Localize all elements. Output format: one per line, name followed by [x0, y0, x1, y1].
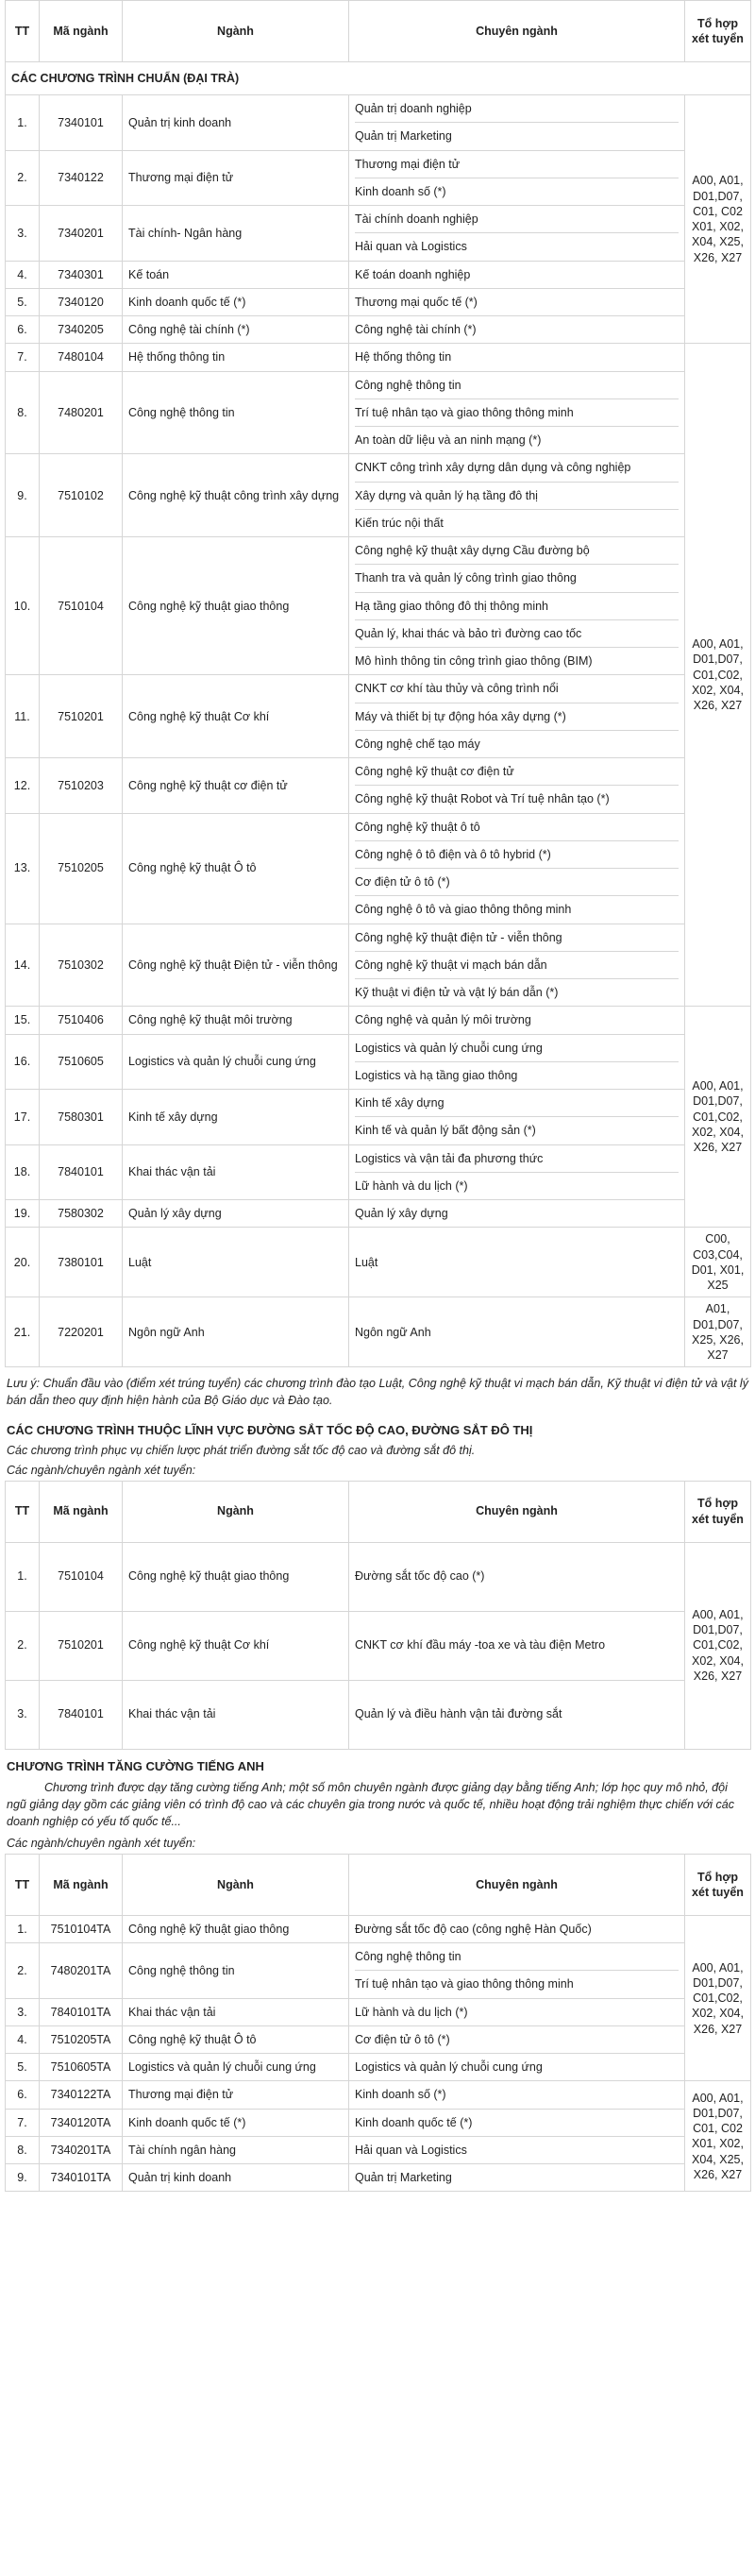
row-specializations: [349, 1998, 685, 2025]
specialization: Luật: [355, 1255, 378, 1269]
header-ma-nganh: Mã ngành: [40, 1, 123, 62]
row-code: 7510104: [40, 1542, 123, 1611]
specialization: Kiến trúc nội thất: [355, 516, 444, 530]
specialization: Công nghệ thông tin: [355, 372, 679, 399]
row-tt: 3.: [6, 1680, 40, 1749]
table-row: [6, 1228, 751, 1297]
table-row: [6, 316, 751, 344]
combo-cell: A00, A01, D01,D07, C01,C02, X02, X04, X26, X27: [685, 1915, 751, 2081]
row-major: Quản lý xây dựng: [123, 1200, 349, 1228]
specialization: Thương mại điện tử: [355, 151, 679, 178]
specialization: Ngôn ngữ Anh: [355, 1325, 431, 1339]
specialization: CNKT cơ khí tàu thủy và công trình nổi: [355, 675, 679, 703]
specialization: Mô hình thông tin công trình giao thông (BIM): [355, 654, 593, 668]
row-tt: 18.: [6, 1144, 40, 1200]
row-code: 7840101: [40, 1680, 123, 1749]
combo-cell: A00, A01, D01,D07, C01,C02, X02, X04, X26, X27: [685, 344, 751, 1007]
table-header-row: [6, 1481, 751, 1542]
row-sub: CNKT cơ khí đầu máy -toa xe và tàu điện Metro: [349, 1611, 685, 1680]
table-row: [6, 344, 751, 371]
specialization: Tài chính doanh nghiệp: [355, 206, 679, 233]
english-programs-table: [5, 1854, 751, 2193]
row-specializations: [349, 1090, 685, 1145]
specialization: Kỹ thuật vi điện tử và vật lý bán dẫn (*): [355, 986, 559, 999]
specialization: Xây dựng và quản lý hạ tầng đô thị: [355, 483, 679, 510]
header-to-hop: Tổ hợp xét tuyển: [685, 1, 751, 62]
note-text: Lưu ý: Chuẩn đầu vào (điểm xét trúng tuyển) các chương trình đào tạo Luật, Công nghệ kỹ thuật vi mạch bán dẫn, Kỹ thuật vi điện tử và vật lý bán dẫn theo quy định hiện hành của Bộ Giáo dục và Đào tạo.: [7, 1377, 748, 1408]
section-title: CÁC CHƯƠNG TRÌNH CHUẨN (ĐẠI TRÀ): [6, 62, 751, 95]
specialization: Kinh doanh số (*): [355, 2088, 446, 2102]
header-chuyen-nganh: Chuyên ngành: [349, 1481, 685, 1542]
specialization: Công nghệ chế tạo máy: [355, 737, 480, 751]
specialization: Công nghệ kỹ thuật cơ điện tử: [355, 758, 679, 786]
row-specializations: [349, 2054, 685, 2081]
row-specializations: [349, 150, 685, 206]
table-row: [6, 2025, 751, 2053]
table-row: [6, 2081, 751, 2109]
row-specializations: [349, 2109, 685, 2136]
row-specializations: [349, 316, 685, 344]
table-row: [6, 1144, 751, 1200]
specialization: Hải quan và Logistics: [355, 2143, 467, 2157]
header-chuyen-nganh: Chuyên ngành: [349, 1854, 685, 1915]
row-tt: 11.: [6, 675, 40, 758]
row-specializations: [349, 344, 685, 371]
row-code: 7510104TA: [40, 1915, 123, 1942]
row-specializations: [349, 1228, 685, 1297]
row-code: 7840101TA: [40, 1998, 123, 2025]
row-major: Kinh doanh quốc tế (*): [123, 288, 349, 315]
specialization: Logistics và hạ tầng giao thông: [355, 1068, 518, 1082]
section3-paragraph: Chương trình được dạy tăng cường tiếng Anh; một số môn chuyên ngành được giảng dạy bằng tiếng Anh; lớp học quy mô nhỏ, đội ngũ giảng dạy gồm các giảng viên có trình độ cao và các chuyên gia trong nước và quốc tế, nhiều hoạt động trải nghiệm thực chiến với các doanh nghiệp có yếu tố quốc tế...: [7, 1780, 735, 1828]
table-row: [6, 2054, 751, 2081]
header-to-hop: Tổ hợp xét tuyển: [685, 1481, 751, 1542]
table-row: [6, 1297, 751, 1367]
row-code: 7480104: [40, 344, 123, 371]
row-code: 7340201: [40, 206, 123, 262]
row-code: 7510104: [40, 537, 123, 675]
specialization: Thanh tra và quản lý công trình giao thông: [355, 565, 679, 592]
row-major: Thương mại điện tử: [123, 150, 349, 206]
row-code: 7480201TA: [40, 1943, 123, 1999]
row-major: Công nghệ thông tin: [123, 371, 349, 454]
table-row: [6, 813, 751, 924]
row-tt: 4.: [6, 261, 40, 288]
specialization: Kinh doanh số (*): [355, 184, 446, 198]
row-major: Công nghệ kỹ thuật Cơ khí: [123, 675, 349, 758]
specialization: Cơ điện tử ô tô (*): [355, 2032, 450, 2046]
combo-cell: A00, A01, D01,D07, C01, C02 X01, X02, X04, X25, X26, X27: [685, 95, 751, 344]
table-row: [6, 150, 751, 206]
table-row: [6, 206, 751, 262]
row-tt: 3.: [6, 206, 40, 262]
row-specializations: [349, 2081, 685, 2109]
row-major: Khai thác vận tải: [123, 1144, 349, 1200]
header-ma-nganh: Mã ngành: [40, 1854, 123, 1915]
row-tt: 5.: [6, 288, 40, 315]
specialization: Thương mại quốc tế (*): [355, 295, 478, 309]
specialization: Cơ điện tử ô tô (*): [355, 869, 679, 896]
row-code: 7340101: [40, 95, 123, 151]
combo-cell: A00, A01, D01,D07, C01, C02 X01, X02, X04, X25, X26, X27: [685, 2081, 751, 2192]
row-name: Khai thác vận tải: [123, 1680, 349, 1749]
row-code: 7340122: [40, 150, 123, 206]
row-major: Công nghệ kỹ thuật môi trường: [123, 1007, 349, 1034]
row-code: 7380101: [40, 1228, 123, 1297]
row-specializations: [349, 2136, 685, 2163]
specialization: Máy và thiết bị tự động hóa xây dựng (*): [355, 703, 679, 731]
row-code: 7340120: [40, 288, 123, 315]
specialization: Quản trị Marketing: [355, 129, 452, 144]
specialization: An toàn dữ liệu và an ninh mạng (*): [355, 433, 542, 447]
row-tt: 2.: [6, 150, 40, 206]
table-row: [6, 2164, 751, 2192]
row-name: Công nghệ kỹ thuật Cơ khí: [123, 1611, 349, 1680]
specialization: Logistics và quản lý chuỗi cung ứng: [355, 2060, 543, 2075]
row-major: Công nghệ tài chính (*): [123, 316, 349, 344]
row-specializations: [349, 288, 685, 315]
row-major: Ngôn ngữ Anh: [123, 1297, 349, 1367]
row-specializations: [349, 813, 685, 924]
specialization: Trí tuệ nhân tạo và giao thông thông minh: [355, 1977, 574, 1991]
row-major: Công nghệ kỹ thuật công trình xây dựng: [123, 454, 349, 537]
row-major: Luật: [123, 1228, 349, 1297]
section2-line1: Các chương trình phục vụ chiến lược phát triển đường sắt tốc độ cao và đường sắt đô thị.: [7, 1443, 476, 1457]
header-tt: TT: [6, 1, 40, 62]
row-tt: 16.: [6, 1034, 40, 1090]
specialization: Công nghệ kỹ thuật điện tử - viễn thông: [355, 924, 679, 952]
row-tt: 14.: [6, 924, 40, 1007]
row-tt: 1.: [6, 1542, 40, 1611]
table-row: [6, 1680, 751, 1749]
specialization: Công nghệ kỹ thuật Robot và Trí tuệ nhân tạo (*): [355, 792, 610, 806]
specialization: Lữ hành và du lịch (*): [355, 1178, 468, 1193]
row-specializations: [349, 371, 685, 454]
row-major: Kế toán: [123, 261, 349, 288]
table-row: [6, 454, 751, 537]
row-code: 7340122TA: [40, 2081, 123, 2109]
specialization: Đường sắt tốc độ cao (công nghệ Hàn Quốc): [355, 1922, 592, 1936]
table-row: [6, 1007, 751, 1034]
specialization: Công nghệ kỹ thuật vi mạch bán dẫn: [355, 952, 679, 979]
section2-line2: Các ngành/chuyên ngành xét tuyển:: [7, 1463, 196, 1477]
row-tt: 3.: [6, 1998, 40, 2025]
row-specializations: [349, 1297, 685, 1367]
table-row: [6, 675, 751, 758]
row-code: 7480201: [40, 371, 123, 454]
row-code: 7340301: [40, 261, 123, 288]
row-tt: 2.: [6, 1611, 40, 1680]
row-tt: 9.: [6, 454, 40, 537]
specialization: Quản trị doanh nghiệp: [355, 95, 679, 123]
section3-title: CHƯƠNG TRÌNH TĂNG CƯỜNG TIẾNG ANH: [7, 1758, 264, 1773]
section-title-row: [6, 62, 751, 95]
row-code: 7580302: [40, 1200, 123, 1228]
table-row: [6, 288, 751, 315]
row-sub: Đường sắt tốc độ cao (*): [349, 1542, 685, 1611]
row-major: Công nghệ kỹ thuật giao thông: [123, 537, 349, 675]
table-row: [6, 95, 751, 151]
row-code: 7510102: [40, 454, 123, 537]
row-specializations: [349, 95, 685, 151]
row-tt: 20.: [6, 1228, 40, 1297]
row-sub: Quản lý và điều hành vận tải đường sắt: [349, 1680, 685, 1749]
row-tt: 12.: [6, 758, 40, 814]
table-row: [6, 1915, 751, 1942]
row-code: 7340120TA: [40, 2109, 123, 2136]
row-specializations: [349, 1915, 685, 1942]
row-major: Quản trị kinh doanh: [123, 95, 349, 151]
specialization: Hải quan và Logistics: [355, 240, 467, 254]
row-tt: 21.: [6, 1297, 40, 1367]
row-code: 7340205: [40, 316, 123, 344]
row-major: Hệ thống thông tin: [123, 344, 349, 371]
row-code: 7340101TA: [40, 2164, 123, 2192]
row-tt: 6.: [6, 316, 40, 344]
row-code: 7510406: [40, 1007, 123, 1034]
specialization: Trí tuệ nhân tạo và giao thông thông minh: [355, 399, 679, 427]
row-major: Logistics và quản lý chuỗi cung ứng: [123, 1034, 349, 1090]
specialization: Hạ tầng giao thông đô thị thông minh: [355, 593, 679, 620]
header-nganh: Ngành: [123, 1, 349, 62]
row-specializations: [349, 206, 685, 262]
specialization: Hệ thống thông tin: [355, 350, 452, 364]
specialization: Logistics và quản lý chuỗi cung ứng: [355, 1035, 679, 1062]
table-row: [6, 261, 751, 288]
row-major: Kinh doanh quốc tế (*): [123, 2109, 349, 2136]
header-nganh: Ngành: [123, 1854, 349, 1915]
row-tt: 7.: [6, 344, 40, 371]
specialization: Kế toán doanh nghiệp: [355, 267, 471, 281]
row-tt: 1.: [6, 95, 40, 151]
specialization: Lữ hành và du lịch (*): [355, 2005, 468, 2019]
header-nganh: Ngành: [123, 1481, 349, 1542]
header-tt: TT: [6, 1481, 40, 1542]
row-code: 7510203: [40, 758, 123, 814]
row-specializations: [349, 1144, 685, 1200]
row-tt: 8.: [6, 371, 40, 454]
row-major: Công nghệ kỹ thuật Điện tử - viễn thông: [123, 924, 349, 1007]
row-major: Công nghệ kỹ thuật Ô tô: [123, 813, 349, 924]
row-code: 7510201: [40, 675, 123, 758]
specialization: CNKT công trình xây dựng dân dụng và công nghiệp: [355, 454, 679, 482]
specialization: Kinh tế và quản lý bất động sản (*): [355, 1124, 536, 1138]
specialization: Công nghệ kỹ thuật ô tô: [355, 814, 679, 841]
combo-cell: C00, C03,C04, D01, X01, X25: [685, 1228, 751, 1297]
row-tt: 9.: [6, 2164, 40, 2192]
header-ma-nganh: Mã ngành: [40, 1481, 123, 1542]
specialization: Công nghệ tài chính (*): [355, 323, 477, 336]
row-code: 7510201: [40, 1611, 123, 1680]
table-row: [6, 1943, 751, 1999]
row-tt: 7.: [6, 2109, 40, 2136]
specialization: Quản lý, khai thác và bảo trì đường cao tốc: [355, 620, 679, 648]
combo-cell: A01, D01,D07, X25, X26, X27: [685, 1297, 751, 1367]
row-major: Thương mại điện tử: [123, 2081, 349, 2109]
specialization: Công nghệ ô tô và giao thông thông minh: [355, 903, 572, 917]
specialization: Quản lý xây dựng: [355, 1207, 448, 1220]
row-code: 7510205TA: [40, 2025, 123, 2053]
specialization: Công nghệ kỹ thuật xây dựng Cầu đường bộ: [355, 537, 679, 565]
table-row: [6, 1998, 751, 2025]
specialization: Công nghệ ô tô điện và ô tô hybrid (*): [355, 841, 679, 869]
table-row: [6, 1034, 751, 1090]
combo-cell: A00, A01, D01,D07, C01,C02, X02, X04, X26, X27: [685, 1542, 751, 1749]
table-row: [6, 537, 751, 675]
row-tt: 13.: [6, 813, 40, 924]
table-row: [6, 1090, 751, 1145]
row-tt: 1.: [6, 1915, 40, 1942]
table-row: [6, 2136, 751, 2163]
standard-programs-table: [5, 0, 751, 1367]
row-specializations: [349, 1034, 685, 1090]
row-code: 7840101: [40, 1144, 123, 1200]
row-major: Công nghệ kỹ thuật cơ điện tử: [123, 758, 349, 814]
row-code: 7340201TA: [40, 2136, 123, 2163]
row-tt: 8.: [6, 2136, 40, 2163]
row-specializations: [349, 675, 685, 758]
table-row: [6, 371, 751, 454]
row-tt: 5.: [6, 2054, 40, 2081]
row-major: Khai thác vận tải: [123, 1998, 349, 2025]
row-tt: 6.: [6, 2081, 40, 2109]
header-tt: TT: [6, 1854, 40, 1915]
table-row: [6, 758, 751, 814]
row-major: Công nghệ thông tin: [123, 1943, 349, 1999]
row-tt: 19.: [6, 1200, 40, 1228]
row-major: Tài chính ngân hàng: [123, 2136, 349, 2163]
row-code: 7220201: [40, 1297, 123, 1367]
row-major: Công nghệ kỹ thuật giao thông: [123, 1915, 349, 1942]
row-tt: 2.: [6, 1943, 40, 1999]
row-specializations: [349, 1007, 685, 1034]
row-specializations: [349, 454, 685, 537]
row-major: Logistics và quản lý chuỗi cung ứng: [123, 2054, 349, 2081]
row-code: 7510605TA: [40, 2054, 123, 2081]
row-specializations: [349, 261, 685, 288]
row-name: Công nghệ kỹ thuật giao thông: [123, 1542, 349, 1611]
row-major: Quản trị kinh doanh: [123, 2164, 349, 2192]
specialization: Công nghệ thông tin: [355, 1943, 679, 1971]
table-row: [6, 1200, 751, 1228]
table-row: [6, 1542, 751, 1611]
row-code: 7510205: [40, 813, 123, 924]
table-header-row: [6, 1, 751, 62]
row-code: 7580301: [40, 1090, 123, 1145]
specialization: Kinh tế xây dựng: [355, 1090, 679, 1117]
row-specializations: [349, 758, 685, 814]
row-tt: 15.: [6, 1007, 40, 1034]
row-major: Công nghệ kỹ thuật Ô tô: [123, 2025, 349, 2053]
header-chuyen-nganh: Chuyên ngành: [349, 1, 685, 62]
row-major: Kinh tế xây dựng: [123, 1090, 349, 1145]
specialization: Kinh doanh quốc tế (*): [355, 2115, 473, 2129]
specialization: Công nghệ và quản lý môi trường: [355, 1013, 531, 1027]
row-code: 7510605: [40, 1034, 123, 1090]
table-header-row: [6, 1854, 751, 1915]
row-code: 7510302: [40, 924, 123, 1007]
table-row: [6, 1611, 751, 1680]
combo-cell: A00, A01, D01,D07, C01,C02, X02, X04, X26, X27: [685, 1007, 751, 1228]
railway-programs-table: [5, 1481, 751, 1750]
table-row: [6, 924, 751, 1007]
row-major: Tài chính- Ngân hàng: [123, 206, 349, 262]
row-tt: 17.: [6, 1090, 40, 1145]
section2-title: CÁC CHƯƠNG TRÌNH THUỘC LĨNH VỰC ĐƯỜNG SẮT TỐC ĐỘ CAO, ĐƯỜNG SẮT ĐÔ THỊ: [7, 1422, 533, 1437]
document: [5, 0, 750, 2192]
specialization: Logistics và vận tải đa phương thức: [355, 1145, 679, 1173]
row-specializations: [349, 1200, 685, 1228]
header-to-hop: Tổ hợp xét tuyển: [685, 1854, 751, 1915]
table-row: [6, 2109, 751, 2136]
row-tt: 10.: [6, 537, 40, 675]
row-specializations: [349, 2025, 685, 2053]
row-specializations: [349, 2164, 685, 2192]
row-specializations: [349, 1943, 685, 1999]
row-tt: 4.: [6, 2025, 40, 2053]
row-specializations: [349, 537, 685, 675]
specialization: Quản trị Marketing: [355, 2171, 452, 2185]
section3-line2: Các ngành/chuyên ngành xét tuyển:: [7, 1836, 196, 1850]
row-specializations: [349, 924, 685, 1007]
